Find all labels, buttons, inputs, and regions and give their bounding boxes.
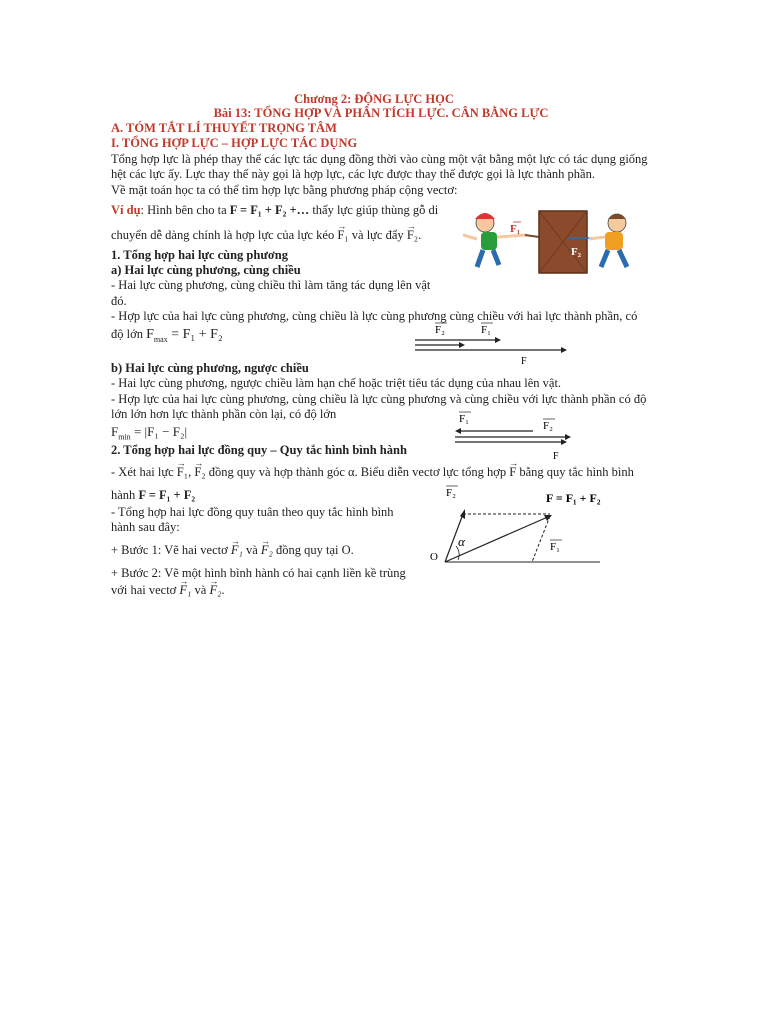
sec2-line3: - Tổng hợp hai lực đồng quy tuân theo quy tắc hình bình <box>111 505 394 519</box>
sec2-line1-text-c: đồng quy và hợp thành góc α. Biểu diễn vectơ lực tổng hợp <box>208 465 507 479</box>
example-line-1 <box>111 203 438 218</box>
sec2-comma: , <box>188 465 192 479</box>
sec2-f2: → F₂ <box>194 465 205 480</box>
sec1-a-line1: - Hai lực cùng phương, cùng chiều thì làm tăng tác dụng lên vật <box>111 278 431 292</box>
same-f2-label: F₂ <box>435 324 445 336</box>
sec1-a-line2: đó. <box>111 294 127 308</box>
sec2-line1-text-d: bằng quy tắc hình bình <box>519 465 634 479</box>
step2-and: và <box>194 583 207 597</box>
right-kid-legs-icon <box>601 250 627 267</box>
example-line-2-text: chuyển dễ dàng chính là hợp lực của lực kéo <box>111 228 335 242</box>
left-kid-legs-icon <box>477 250 499 267</box>
left-kid-cap-icon <box>475 213 495 219</box>
sec2-parallelogram-formula: F = F₁ + F₂ <box>138 488 196 502</box>
fmax-sub: max <box>153 334 168 344</box>
para-alpha-label: α <box>458 534 465 549</box>
sec1-b-title: b) Hai lực cùng phương, ngược chiều <box>111 361 309 375</box>
left-kid-arm-icon <box>497 235 527 237</box>
step1-and: và <box>245 543 258 557</box>
sec2-line4: hành sau đây: <box>111 520 180 534</box>
sec1-a-line4 <box>111 327 223 347</box>
example-text-1: : Hình bên cho ta <box>140 203 227 217</box>
para-f2-label: F₂ <box>446 487 456 499</box>
sec1-title: 1. Tổng hợp hai lực cùng phương <box>111 248 288 262</box>
step2-f2: → F₂ <box>209 583 221 598</box>
example-formula: F = F₁ + F₂ +… <box>229 203 310 217</box>
fmax-rest: = F₁ + F₂ <box>167 327 223 342</box>
same-f-label: F <box>521 356 527 365</box>
same-f1-label: F₁ <box>481 324 491 336</box>
opposite-direction-diagram <box>413 407 573 463</box>
example-text-2: thấy lực giúp thùng gỗ di <box>312 203 439 217</box>
sec2-line1-text: - Xét hai lực <box>111 465 174 479</box>
step2-text: với hai vectơ <box>111 583 177 597</box>
sec2-line1 <box>111 465 634 480</box>
sec2-f: → F <box>509 465 516 480</box>
step1-f2: → F₂ <box>261 543 273 558</box>
sec1-a-title: a) Hai lực cùng phương, cùng chiều <box>111 263 301 277</box>
step1-text: + Bước 1: Vẽ hai vectơ <box>111 543 228 557</box>
fmin-formula <box>111 424 187 445</box>
cart-f1-label: F₁ <box>510 223 521 235</box>
sec2-line2-text: hành <box>111 488 136 502</box>
lesson-title: Bài 13: TỔNG HỢP VÀ PHÂN TÍCH LỰC. CÂN BẰNG LỰC <box>213 106 549 120</box>
crate-illustration <box>455 205 645 280</box>
example-line-2-end: . <box>418 228 422 242</box>
step2-end: . <box>221 583 225 597</box>
opp-f2-head-icon <box>565 434 571 440</box>
fmin-sub: min <box>118 432 131 442</box>
fmin-f: F <box>111 424 119 439</box>
sec2-f1: → F₁ <box>177 465 188 480</box>
section-a-heading: A. TÓM TẮT LÍ THUYẾT TRỌNG TÂM <box>111 121 337 135</box>
opp-f1-label: F₁ <box>459 413 469 425</box>
opp-f2-label: F₂ <box>543 420 553 432</box>
fmax-formula <box>146 327 223 342</box>
opp-f-head-icon <box>561 439 567 445</box>
same-f2-head-icon <box>459 342 465 348</box>
same-f1-head-icon <box>495 337 501 343</box>
left-kid-arm2-icon <box>463 235 477 239</box>
sec2-step2-line2 <box>111 583 225 598</box>
opp-f1-head-icon <box>455 428 461 434</box>
example-line-2 <box>111 228 421 243</box>
same-direction-diagram <box>413 320 573 365</box>
para-f1-label: F₁ <box>550 541 560 553</box>
intro-line-2: hệt các lực ấy. Lực thay thế này gọi là hợp lực, các lực được thay thế được gọi là lực thành phần. <box>111 167 595 181</box>
right-kid-shirt-icon <box>605 232 623 250</box>
sec2-title: 2. Tổng hợp hai lực đồng quy – Quy tắc hình bình hành <box>111 443 407 457</box>
sec2-step1 <box>111 543 354 558</box>
sec1-a-line4-text: độ lớn <box>111 327 143 341</box>
rope-icon <box>525 235 539 237</box>
sec2-line2 <box>111 488 195 503</box>
para-o-label: O <box>430 551 438 563</box>
example-f1: → F₁ <box>337 228 348 243</box>
chapter-title: Chương 2: ĐỘNG LỰC HỌC <box>294 92 454 106</box>
step2-f1: → F₁ <box>179 583 191 598</box>
parallelogram-diagram <box>428 482 628 572</box>
sec1-b-line2: - Hợp lực của hai lực cùng phương, cùng chiều là lực cùng phương và cùng chiều với lực thành phần có độ <box>111 392 647 406</box>
right-kid-hair-icon <box>608 214 626 219</box>
para-sum-label: F = F₁ + F₂ <box>546 491 601 505</box>
fmax-f: F <box>146 327 154 342</box>
intro-line-1: Tổng hợp lực là phép thay thế các lực tác dụng đồng thời vào cùng một vật bằng một lực có tác dụng giống <box>111 152 648 166</box>
step1-text-c: đồng quy tại O. <box>276 543 354 557</box>
fmin-rest: = |F₁ − F₂| <box>130 424 188 439</box>
sec2-step2: + Bước 2: Vẽ một hình bình hành có hai cạnh liền kề trùng <box>111 566 406 580</box>
example-label: Ví dụ <box>111 203 141 217</box>
step1-f1: → F₁ <box>231 543 243 558</box>
example-f2: → F₂ <box>407 228 418 243</box>
intro-line-3: Về mặt toán học ta có thể tìm hợp lực bằng phương pháp cộng vectơ: <box>111 183 458 197</box>
left-kid-shirt-icon <box>481 232 497 250</box>
cart-f2-label: F₂ <box>571 246 582 258</box>
example-line-2-text-b: và lực đẩy <box>351 228 404 242</box>
opp-f-label: F <box>553 451 559 462</box>
same-f-head-icon <box>561 347 567 353</box>
section-i-heading: I. TỔNG HỢP LỰC – HỢP LỰC TÁC DỤNG <box>111 136 358 150</box>
sec1-a-line3: - Hợp lực của hai lực cùng phương, cùng chiều là lực cùng phương cùng chiều với hai lực thành phần, có <box>111 309 638 323</box>
sec1-b-line1: - Hai lực cùng phương, ngược chiều làm hạn chế hoặc triệt tiêu tác dụng của nhau lên vật. <box>111 376 562 390</box>
right-kid-arm-icon <box>589 237 605 239</box>
sec1-b-line3: lớn lớn hơn lực thành phần còn lại, có độ lớn <box>111 407 337 421</box>
